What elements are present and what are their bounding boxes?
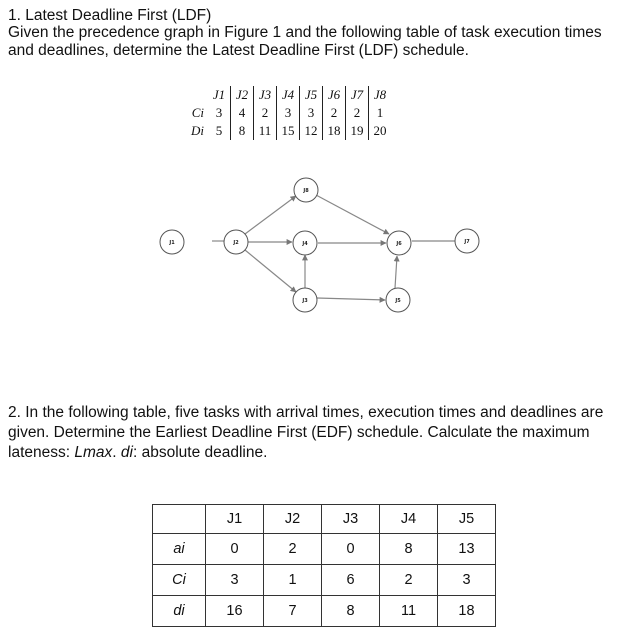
t2-cell: 2 <box>380 565 438 596</box>
t2-header-j4: J4 <box>380 505 438 534</box>
t1-header-j4: J4 <box>277 86 300 104</box>
node-j6 <box>387 231 411 255</box>
t2-cell: 6 <box>322 565 380 596</box>
node-j3-label: J3 <box>302 298 308 304</box>
t2-cell: 13 <box>438 534 496 565</box>
node-j5-label: J5 <box>395 298 401 304</box>
node-j1 <box>160 230 184 254</box>
precedence-graph <box>145 170 485 315</box>
t2-header-j3: J3 <box>322 505 380 534</box>
t1-header-j8: J8 <box>369 86 392 104</box>
t2-cell: 0 <box>322 534 380 565</box>
t1-cell: 5 <box>215 123 223 138</box>
question-2-text-line-3 <box>8 443 267 463</box>
lmax-term <box>74 444 112 461</box>
task-table-2 <box>152 504 496 627</box>
t1-header-j6: J6 <box>323 86 346 104</box>
t2-cell: 3 <box>438 565 496 596</box>
node-j7 <box>455 229 479 253</box>
question-1-text-line-1: Given the precedence graph in Figure 1 and the following table of task execution times <box>8 24 602 41</box>
t1-header-j5: J5 <box>300 86 323 104</box>
t2-cell: 18 <box>438 596 496 627</box>
t1-cell: 2 <box>254 104 277 122</box>
di-term <box>121 444 133 461</box>
t1-cell: 1 <box>369 104 392 122</box>
di-text: di <box>120 444 133 461</box>
t2-cell: 7 <box>264 596 322 627</box>
edge-j2-j3 <box>245 250 296 292</box>
t2-row-label: di <box>153 596 206 627</box>
t2-row-label: ai <box>153 534 206 565</box>
t1-header-j3: J3 <box>254 86 277 104</box>
lmax-text: Lmax <box>74 444 113 461</box>
node-j8 <box>294 178 318 202</box>
node-j3 <box>293 288 317 312</box>
t2-cell: 8 <box>322 596 380 627</box>
t1-cell: 8 <box>231 122 254 140</box>
q2-line3-c: : absolute deadline. <box>132 444 268 461</box>
edge-j3-j5 <box>317 298 385 300</box>
t1-cell: 15 <box>277 122 300 140</box>
t1-header-j2: J2 <box>231 86 254 104</box>
t2-header-j1: J1 <box>206 505 264 534</box>
task-table-1 <box>170 86 391 140</box>
t2-cell: 2 <box>264 534 322 565</box>
t1-cell: 3 <box>300 104 323 122</box>
node-j6-label: J6 <box>396 241 402 247</box>
node-j2 <box>224 230 248 254</box>
t2-cell: 8 <box>380 534 438 565</box>
question-1-title: 1. Latest Deadline First (LDF) <box>8 7 212 24</box>
t1-header-j1: J1 <box>212 87 226 102</box>
question-2-text-line-2: given. Determine the Earliest Deadline First (EDF) schedule. Calculate the maximum <box>8 424 590 441</box>
t2-header-j5: J5 <box>438 505 496 534</box>
node-j2-label: J2 <box>233 240 239 246</box>
t1-cell: 2 <box>346 104 369 122</box>
t2-cell: 1 <box>264 565 322 596</box>
t1-row-label: Di <box>191 123 204 138</box>
node-j1-label: J1 <box>169 240 175 246</box>
q2-line3-a: lateness: <box>8 444 75 461</box>
t1-cell: 4 <box>231 104 254 122</box>
t2-cell: 11 <box>380 596 438 627</box>
t1-cell: 19 <box>346 122 369 140</box>
t2-cell: 0 <box>206 534 264 565</box>
t2-row-label: Ci <box>153 565 206 596</box>
t1-row-label: Ci <box>191 105 204 120</box>
q2-line3-b: . <box>112 444 121 461</box>
t1-cell: 3 <box>277 104 300 122</box>
edge-j2-j8 <box>245 196 296 234</box>
edge-j8-j6 <box>316 195 389 234</box>
edge-j5-j6 <box>395 256 397 288</box>
node-j4-label: J4 <box>302 241 308 247</box>
t1-cell: 2 <box>323 104 346 122</box>
question-1-text-line-2: and deadlines, determine the Latest Deadline First (LDF) schedule. <box>8 42 469 59</box>
t1-cell: 3 <box>215 105 223 120</box>
t1-cell: 11 <box>254 122 277 140</box>
t1-cell: 20 <box>369 122 392 140</box>
question-2-text-line-1: 2. In the following table, five tasks with arrival times, execution times and deadlines are <box>8 404 604 421</box>
t1-header-j7: J7 <box>346 86 369 104</box>
t1-cell: 12 <box>300 122 323 140</box>
node-j4 <box>293 231 317 255</box>
t2-cell: 16 <box>206 596 264 627</box>
node-j5 <box>386 288 410 312</box>
t2-cell: 3 <box>206 565 264 596</box>
node-j8-label: J8 <box>303 188 309 194</box>
node-j7-label: J7 <box>464 239 470 245</box>
t2-header-j2: J2 <box>264 505 322 534</box>
t1-cell: 18 <box>323 122 346 140</box>
